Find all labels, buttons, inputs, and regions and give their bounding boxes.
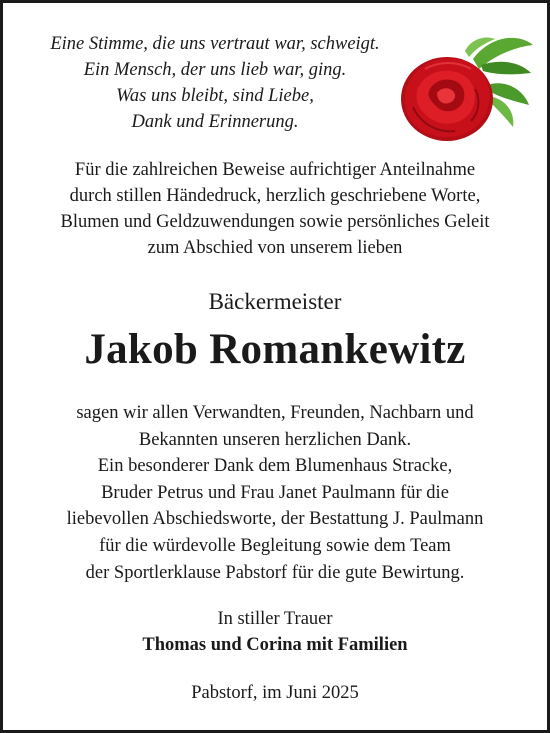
poem-line: Ein Mensch, der uns lieb war, ging. bbox=[83, 60, 347, 80]
deceased-name: Jakob Romankewitz bbox=[84, 326, 466, 373]
thanks-line: Bruder Petrus und Frau Janet Paulmann für die bbox=[101, 482, 449, 503]
poem-line: Eine Stimme, die uns vertraut war, schweigt. bbox=[50, 34, 380, 54]
thanks-line: Ein besonderer Dank dem Blumenhaus Stracke, bbox=[97, 456, 453, 477]
poem-line: Dank und Erinnerung. bbox=[131, 112, 299, 132]
thanks-line: der Sportlerklause Pabstorf für die gute Bewirtung. bbox=[85, 562, 465, 583]
thanks-line: für die würdevolle Begleitung sowie dem Team bbox=[99, 535, 451, 556]
thanks-paragraph bbox=[3, 400, 547, 586]
intro-line: Für die zahlreichen Beweise aufrichtiger Anteilnahme bbox=[74, 160, 476, 180]
intro-line: Blumen und Geldzuwendungen sowie persönliches Geleit bbox=[60, 212, 490, 232]
place-and-date: Pabstorf, im Juni 2025 bbox=[191, 683, 359, 703]
deceased-occupation: Bäckermeister bbox=[208, 289, 342, 314]
closing-phrase: In stiller Trauer bbox=[217, 609, 333, 629]
thanks-line: liebevollen Abschiedsworte, der Bestattung J. Paulmann bbox=[66, 509, 484, 530]
intro-line: durch stillen Händedruck, herzlich geschriebene Worte, bbox=[69, 186, 481, 206]
mourners-names: Thomas und Corina mit Familien bbox=[142, 635, 408, 655]
intro-line: zum Abschied von unserem lieben bbox=[147, 238, 403, 258]
thanks-line: sagen wir allen Verwandten, Freunden, Nachbarn und bbox=[76, 403, 474, 423]
intro-paragraph bbox=[3, 157, 547, 261]
poem-line: Was uns bleibt, sind Liebe, bbox=[116, 86, 314, 106]
red-rose-icon bbox=[395, 29, 537, 145]
thanks-line: Bekannten unseren herzlichen Dank. bbox=[138, 429, 412, 450]
memorial-poem bbox=[25, 31, 405, 135]
